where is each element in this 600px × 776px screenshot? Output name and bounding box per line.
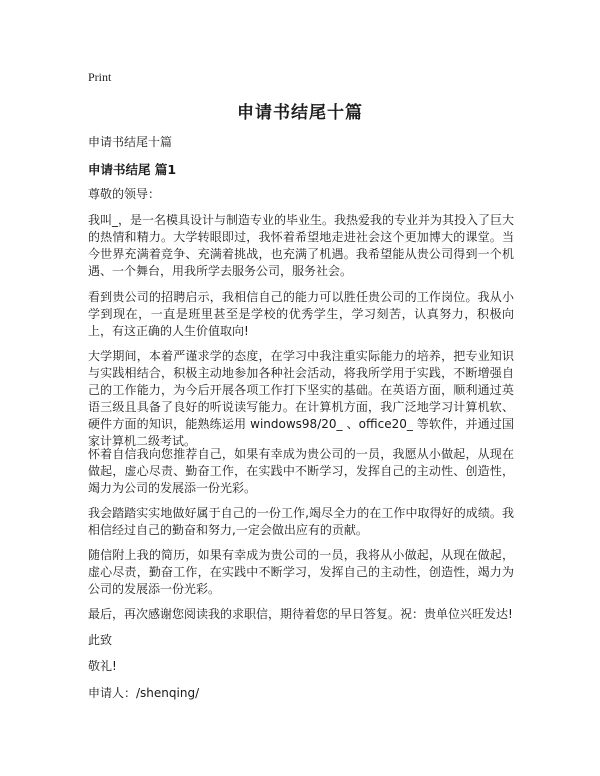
body-paragraph-3: 大学期间，本着严谨求学的态度，在学习中我注重实际能力的培养，把专业知识与实践相结合，积极主动地参加各种社会活动，将我所学用于实践，不断增强自己的工作能力，为今后开展各项工作打下坚实的基础。在英语方面，顺利通过英语三级且具备了良好的听说读写能力。在计算机方面，我广泛地学习计算机软、硬件方面的知识，能熟练运用 windows98/20_ 、office20_ 等软件，并通过国家计算机二级考试。 bbox=[88, 349, 514, 448]
print-label: Print bbox=[88, 70, 112, 84]
body-paragraph-4: 怀着自信我向您推荐自己，如果有幸成为贵公司的一员，我愿从小做起，从现在做起，虚心尽责、勤奋工作，在实践中不断学习，发挥自己的主动性、创造性，竭力为公司的发展添一份光彩。 bbox=[88, 447, 514, 495]
salutation: 尊敬的领导： bbox=[88, 187, 161, 201]
signature: 申请人：/shenqing/ bbox=[88, 686, 200, 700]
closing-line-2: 敬礼! bbox=[88, 659, 117, 673]
body-paragraph-1: 我叫_，是一名模具设计与制造专业的毕业生。我热爱我的专业并为其投入了巨大的热情和精力。大学转眼即过，我怀着希望地走进社会这个更加博大的课堂。当今世界充满着竞争、充满着挑战，也充满了机遇。我希望能从贵公司得到一个机遇、一个舞台，用我所学去服务公司，服务社会。 bbox=[88, 213, 515, 278]
body-paragraph-6: 随信附上我的简历，如果有幸成为贵公司的一员，我将从小做起，从现在做起，虚心尽责，勤奋工作，在实践中不断学习，发挥自己的主动性，创造性，竭力为公司的发展添一份光彩。 bbox=[88, 548, 514, 596]
document-title: 申请书结尾十篇 bbox=[237, 103, 363, 123]
body-paragraph-7: 最后，再次感谢您阅读我的求职信，期待着您的早日答复。祝：贵单位兴旺发达! bbox=[88, 607, 513, 621]
document-subtitle: 申请书结尾十篇 bbox=[88, 135, 173, 149]
body-paragraph-5: 我会踏踏实实地做好属于自己的一份工作,竭尽全力的在工作中取得好的成绩。我相信经过自己的勤奋和努力,一定会做出应有的贡献。 bbox=[88, 506, 514, 537]
section-heading: 申请书结尾 篇1 bbox=[88, 162, 177, 177]
closing-line-1: 此致 bbox=[88, 633, 113, 647]
body-paragraph-2: 看到贵公司的招聘启示，我相信自己的能力可以胜任贵公司的工作岗位。我从小学到现在，一直是班里甚至是学校的优秀学生，学习刻苦，认真努力，积极向上，有这正确的人生价值取向! bbox=[88, 290, 514, 338]
